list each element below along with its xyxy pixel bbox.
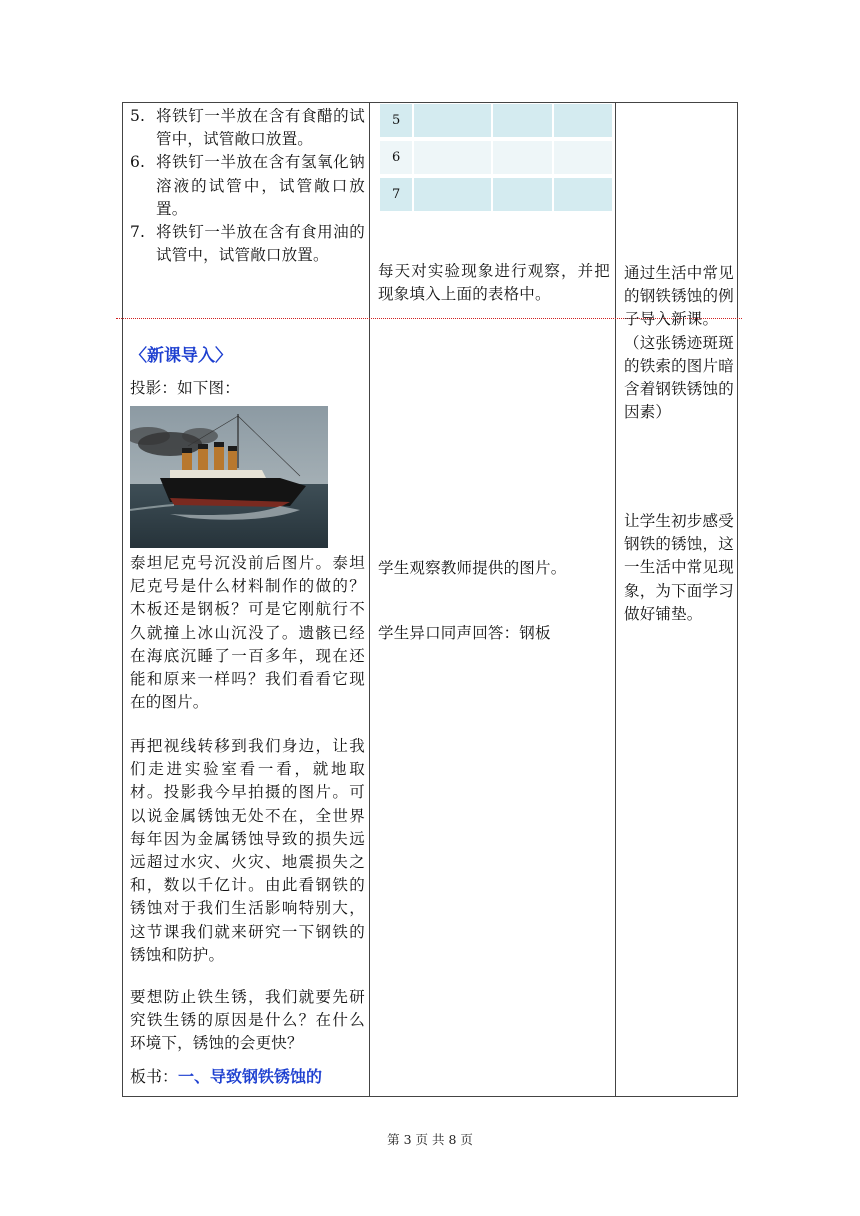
row-number: 7 bbox=[380, 178, 414, 211]
table-row bbox=[380, 104, 612, 137]
table-cell bbox=[414, 178, 493, 211]
board-writing bbox=[130, 1064, 322, 1087]
table-cell bbox=[493, 141, 554, 174]
design-intent-2: 让学生初步感受钢铁的锈蚀，这一生活中常见现象，为下面学习做好铺垫。 bbox=[624, 512, 734, 623]
table-row bbox=[380, 141, 612, 174]
student-observe-pictures: 学生观察教师提供的图片。 bbox=[378, 559, 567, 577]
step-item: 6. 将铁钉一半放在含有氢氧化钠溶液的试管中，试管敞口放置。 bbox=[130, 153, 365, 218]
observation-table bbox=[380, 104, 612, 215]
titanic-photo bbox=[130, 406, 328, 548]
experiment-steps bbox=[130, 105, 365, 267]
table-cell bbox=[554, 178, 612, 211]
board-heading: 一、导致钢铁锈蚀的 bbox=[178, 1067, 323, 1086]
lab-paragraph: 再把视线转移到我们身边，让我们走进实验室看一看，就地取材。投影我今早拍摄的图片。可以说金属锈蚀无处不在，全世界每年因为金属锈蚀导致的损失远远超过水灾、火灾、地震损失之和，数以千亿计。由此看钢铁的锈蚀对于我们生活影响特别大，这节课我们就来研究一下钢铁的锈蚀和防护。 bbox=[130, 737, 365, 964]
question-paragraph: 要想防止铁生锈，我们就要先研究铁生锈的原因是什么？在什么环境下，锈蚀的会更快？ bbox=[130, 988, 365, 1053]
step-item: 5. 将铁钉一半放在含有食醋的试管中，试管敞口放置。 bbox=[130, 107, 365, 149]
table-row bbox=[380, 178, 612, 211]
page-footer: 第 3 页 共 8 页 bbox=[387, 1132, 473, 1147]
row-number: 5 bbox=[380, 104, 414, 137]
table-cell bbox=[493, 178, 554, 211]
row-number: 6 bbox=[380, 141, 414, 174]
table-cell bbox=[414, 141, 493, 174]
column-divider bbox=[615, 103, 616, 1096]
design-intent-1: 通过生活中常见的钢铁锈蚀的例子导入新课。（这张锈迹斑斑的铁索的图片暗含着钢铁锈蚀的因素） bbox=[624, 264, 734, 422]
column-divider bbox=[369, 103, 370, 1096]
table-cell bbox=[554, 104, 612, 137]
table-cell bbox=[414, 104, 493, 137]
section-title: 〈新课导入〉 bbox=[130, 346, 232, 366]
titanic-paragraph: 泰坦尼克号沉没前后图片。泰坦尼克号是什么材料制作的做的？木板还是钢板？可是它刚航行不久就撞上冰山沉没了。遗骸已经在海底沉睡了一百多年，现在还能和原来一样吗？我们看看它现在的图片。 bbox=[130, 554, 365, 712]
table-cell bbox=[493, 104, 554, 137]
student-observe-daily: 每天对实验现象进行观察，并把现象填入上面的表格中。 bbox=[378, 262, 610, 304]
student-answer: 学生异口同声回答：钢板 bbox=[378, 624, 551, 642]
board-prefix: 板书： bbox=[130, 1067, 179, 1086]
step-item: 7. 将铁钉一半放在含有食用油的试管中，试管敞口放置。 bbox=[130, 223, 365, 265]
table-cell bbox=[554, 141, 612, 174]
projection-label: 投影：如下图： bbox=[130, 379, 240, 397]
